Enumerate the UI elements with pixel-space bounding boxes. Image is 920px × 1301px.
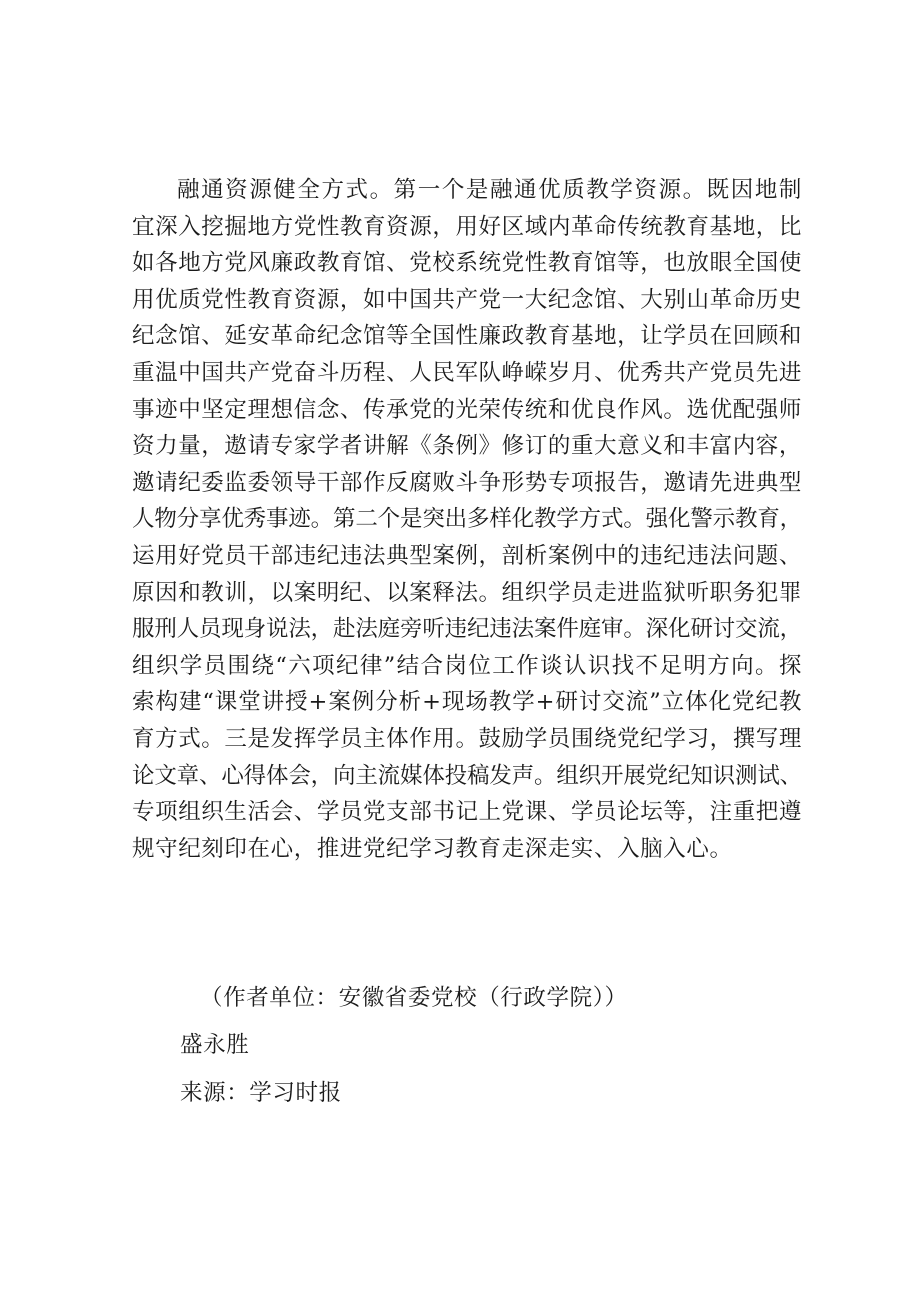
article-body: [132, 172, 802, 867]
author-affiliation: （作者单位：安徽省委党校（行政学院））: [200, 985, 628, 1011]
body-line: 邀请纪委监委领导干部作反腐败斗争形势专项报告，邀请先进典型: [132, 469, 802, 496]
author-name: 盛永胜: [180, 1032, 250, 1058]
body-line: 服刑人员现身说法，赴法庭旁听违纪违法案件庭审。深化研讨交流，: [132, 616, 803, 643]
body-line: 人物分享优秀事迹。第二个是突出多样化教学方式。强化警示教育，: [132, 506, 803, 533]
body-line: 用优质党性教育资源，如中国共产党一大纪念馆、大别山革命历史: [132, 286, 802, 313]
body-line: 运用好党员干部违纪违法典型案例，剖析案例中的违纪违法问题、: [132, 542, 802, 569]
body-line: 规守纪刻印在心，推进党纪学习教育走深走实、入脑入心。: [132, 835, 733, 862]
body-line: 专项组织生活会、学员党支部书记上党课、学员论坛等，注重把遵: [132, 799, 802, 826]
body-line: 原因和教训，以案明纪、以案释法。组织学员走进监狱听职务犯罪: [132, 579, 802, 606]
body-line: 资力量，遨请专家学者讲解《条例》修订的重大意义和丰富内容，: [132, 433, 802, 460]
body-line: 重温中国共产党奋斗历程、人民军队峥嵘岁月、优秀共产党员先进: [132, 359, 802, 386]
body-line: 事迹中坚定理想信念、传承党的光荣传统和优良作风。选优配强师: [132, 396, 802, 423]
body-line: 论文章、心得体会，向主流媒体投稿发声。组织开展党纪知识测试、: [132, 762, 803, 789]
body-line: 组织学员围绕“六项纪律”结合岗位工作谈认识找不足明方向。探: [132, 652, 802, 679]
body-line: 育方式。三是发挥学员主体作用。鼓励学员围绕党纪学习，撰写理: [132, 725, 802, 752]
article-source: 来源：学习时报: [180, 1080, 342, 1106]
body-line: 融通资源健全方式。第一个是融通优质教学资源。既因地制: [177, 177, 802, 203]
body-line: 宜深入挖掘地方党性教育资源，用好区域内革命传统教育基地，比: [132, 213, 802, 240]
body-line: 纪念馆、延安革命纪念馆等全国性廉政教育基地，让学员在回顾和: [132, 323, 802, 350]
body-line: 索构建“课堂讲授+案例分析+现场教学+研讨交流”立体化党纪教: [132, 689, 802, 716]
body-line: 如各地方党风廉政教育馆、党校系统党性教育馆等，也放眼全国使: [132, 250, 802, 277]
